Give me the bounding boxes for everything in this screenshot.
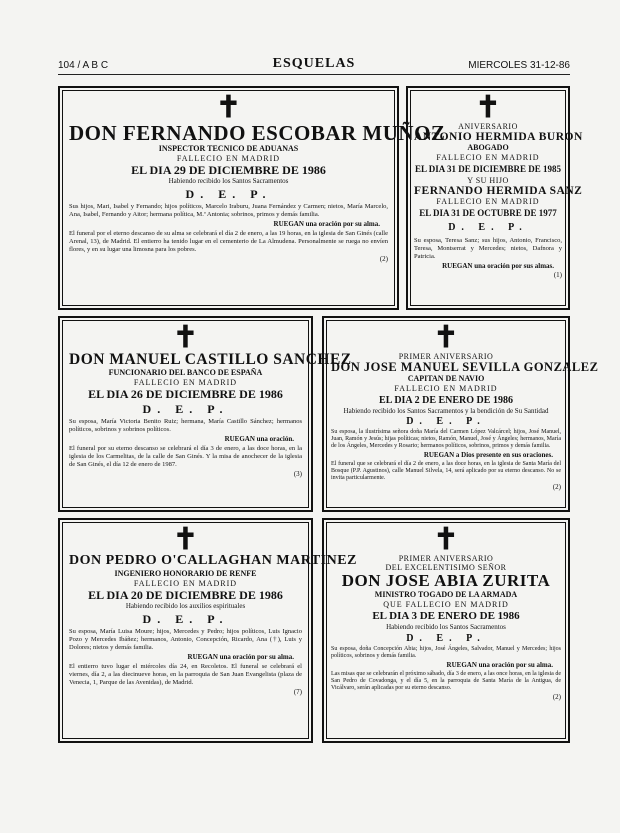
prayer-request: RUEGAN una oración por su alma. <box>187 652 294 661</box>
cross-icon: ✝ <box>172 523 199 556</box>
notice-number: (1) <box>553 271 562 280</box>
funeral-text: El funeral que se celebrará el día 2 de enero, a las doce horas, en la iglesia de Santa María del Bosque (P.P. Agustinos), calle Manuel Silvela, 14, será aplicado por su eterno descanso. No se invita particularmente. <box>331 461 561 482</box>
prayer-request: RUEGAN una oración por su alma. <box>273 220 380 229</box>
funeral-text: El funeral por el eterno descanso de su alma se celebrará el día 2 de enero, a las 19 horas, en la iglesia de San Ginés (calle Arenal, 13), de Madrid. El entierro ha tenido lugar en el cementerio de La Almudena. Personalmente se ruega no envíen flores, y en su lugar una limosna para los pobres. <box>69 230 388 254</box>
sacraments-note: Habiendo recibido los Santos Sacramentos y la bendición de Su Santidad <box>343 407 549 416</box>
death-place: FALLECIO EN MADRID <box>133 578 238 588</box>
deceased-name: DON MANUEL CASTILLO SANCHEZ <box>69 351 352 368</box>
page-header <box>58 58 570 75</box>
rip-text: D. E. P. <box>406 632 486 644</box>
second-deceased-name: FERNANDO HERMIDA SANZ <box>414 185 583 198</box>
second-death-date: EL DIA 31 DE OCTUBRE DE 1977 <box>419 208 557 219</box>
anniversary-label: PRIMER ANIVERSARIO <box>398 352 494 361</box>
sacraments-note: Habiendo recibido los Santos Sacramentos <box>386 622 506 631</box>
deceased-name: DON JOSE ABIA ZURITA <box>341 571 551 590</box>
deceased-name: DON PEDRO O'CALLAGHAN MARTINEZ <box>69 553 357 568</box>
rip-text: D. E. P. <box>142 402 229 417</box>
death-place: FALLECIO EN MADRID <box>436 153 540 163</box>
cross-icon: ✝ <box>215 91 242 124</box>
sacraments-note: Habiendo recibido los auxilios espirituales <box>125 601 246 610</box>
cross-icon: ✝ <box>433 321 459 354</box>
deceased-name: DON JOSE MANUEL SEVILLA GONZALEZ <box>331 360 599 374</box>
deceased-name: ANTONIO HERMIDA BURON <box>414 131 583 143</box>
deceased-title: MINISTRO TOGADO DE LA ARMADA <box>374 589 518 599</box>
cross-icon: ✝ <box>475 91 501 124</box>
obituary-escobar <box>58 86 446 310</box>
death-date: EL DIA 26 DE DICIEMBRE DE 1986 <box>88 387 283 402</box>
funeral-text: El funeral por su eterno descanso se celebrará el día 3 de enero, a las doce horas, en la iglesia de los Carmelitas, de la calle de San Ginés. Y la misa de anochecer de la iglesia de San Ginés, el día 12 de enero de 1987. <box>69 445 302 469</box>
notice-number: (2) <box>552 483 561 492</box>
sacraments-note: Habiendo recibido los Santos Sacramentos <box>168 177 289 186</box>
notice-number: (2) <box>552 692 561 701</box>
death-date: EL DIA 20 DE DICIEMBRE DE 1986 <box>88 587 283 602</box>
obituary-ocallaghan <box>58 518 357 743</box>
prayer-request: RUEGAN una oración. <box>224 435 294 444</box>
family-text: Sus hijos, Mari, Isabel y Fernando; hijos políticos, Marcelo Iraburu, Juana Fernández y Carmen; nietos, María Marcelo, Ana, Isabel, Fernando y Aitor; hermana política, M.ª Antonia; sobrinos, primos y demás familia. <box>69 203 388 219</box>
second-death-place: FALLECIO EN MADRID <box>436 197 540 207</box>
death-place: FALLECIO EN MADRID <box>394 384 498 394</box>
prayer-request: RUEGAN una oración por su alma. <box>446 660 553 669</box>
page-date: MIERCOLES 31-12-86 <box>468 60 570 71</box>
obituary-sevilla <box>322 316 599 512</box>
family-text: Su esposa, la ilustrísima señora doña María del Carmen López Valcárcel; hijos, José Manuel, Juan, Ramón y Jesús; hijas políticas; nietos, Ramón, Manuel, José y Ángeles; hermanos, María de los Ángeles, Mercedes y Rosario; hermanos políticos, sobrinos, primos y demás familia. <box>331 429 561 450</box>
section-title: ESQUELAS <box>272 56 356 71</box>
family-text: Su esposa, doña Concepción Abia; hijos, José Ángeles, Salvador, Manuel y Mercedes; hijos políticos, sobrinos y demás familia. <box>331 645 561 659</box>
deceased-title: CAPITAN DE NAVIO <box>407 374 485 384</box>
anniversary-label: ANIVERSARIO <box>458 122 518 131</box>
death-place: QUE FALLECIO EN MADRID <box>383 599 509 609</box>
death-date: EL DIA 29 DE DICIEMBRE DE 1986 <box>131 163 326 178</box>
deceased-name: DON FERNANDO ESCOBAR MUÑOZ <box>69 121 446 145</box>
obituary-hermida <box>406 86 583 310</box>
obituary-abia <box>322 518 570 743</box>
deceased-title: FUNCIONARIO DEL BANCO DE ESPAÑA <box>108 368 263 378</box>
notice-number: (2) <box>379 255 388 264</box>
death-date: EL DIA 2 DE ENERO DE 1986 <box>379 395 513 407</box>
notice-number: (3) <box>293 470 302 479</box>
death-place: FALLECIO EN MADRID <box>176 154 281 164</box>
funeral-text: Las misas que se celebrarán el próximo sábado, día 3 de enero, a las once horas, en la iglesia de San Pedro de Covadonga, y el día 5, en la parroquia de Santa María de la Antigua, de Vicálvaro, serán aplicadas por su eterno descanso. <box>331 670 561 691</box>
deceased-title: INGENIERO HONORARIO DE RENFE <box>114 568 257 578</box>
prayer-request: RUEGAN una oración por sus almas. <box>442 262 554 271</box>
prayer-request: RUEGAN a Dios presente en sus oraciones. <box>423 451 553 460</box>
family-text: Su esposa, Teresa Sanz; sus hijos, Antonio, Francisco, Teresa, Montserrat y Mercedes; nietos, Dafnora y Patricia. <box>414 237 562 261</box>
cross-icon: ✝ <box>433 523 459 556</box>
rip-text: D. E. P. <box>406 416 486 428</box>
rip-text: D. E. P. <box>448 222 528 234</box>
notice-number: (7) <box>293 687 302 696</box>
rip-text: D. E. P. <box>185 187 272 202</box>
cross-icon: ✝ <box>172 321 199 354</box>
obituary-castillo <box>58 316 352 512</box>
anniversary-label: PRIMER ANIVERSARIO <box>398 554 494 563</box>
funeral-text: El entierro tuvo lugar el miércoles día 24, en Recoletos. El funeral se celebrará el viernes, día 2, a las diecinueve horas, en la parroquia de San Juan Evangelista (plaza de Venecia, 1, Parque de las Avenidas), de Madrid. <box>69 662 302 686</box>
family-text: Su esposa, María Victoria Benito Ruiz; hermana, María Castillo Sánchez; hermanos políticos, sobrinos y sobrinos políticos. <box>69 418 302 434</box>
death-place: FALLECIO EN MADRID <box>133 378 238 388</box>
deceased-title: ABOGADO <box>467 143 509 153</box>
honorific-label: DEL EXCELENTISIMO SEÑOR <box>385 563 507 572</box>
page-number: 104 / A B C <box>58 60 109 71</box>
deceased-title: INSPECTOR TECNICO DE ADUANAS <box>158 144 299 154</box>
death-date: EL DIA 3 DE ENERO DE 1986 <box>372 609 520 622</box>
death-date: EL DIA 31 DE DICIEMBRE DE 1985 <box>414 164 562 175</box>
son-label: Y SU HIJO <box>467 176 509 186</box>
rip-text: D. E. P. <box>142 611 229 626</box>
family-text: Su esposa, María Luisa Moure; hijos, Mercedes y Pedro; hijos políticos, Luis Ignacio Pozo y Mercedes Ibáñez; hermanos, Antonio, Concepción, Ricardo, Ana (†), Luis y Dolores; nietos y demás familia. <box>69 627 302 651</box>
